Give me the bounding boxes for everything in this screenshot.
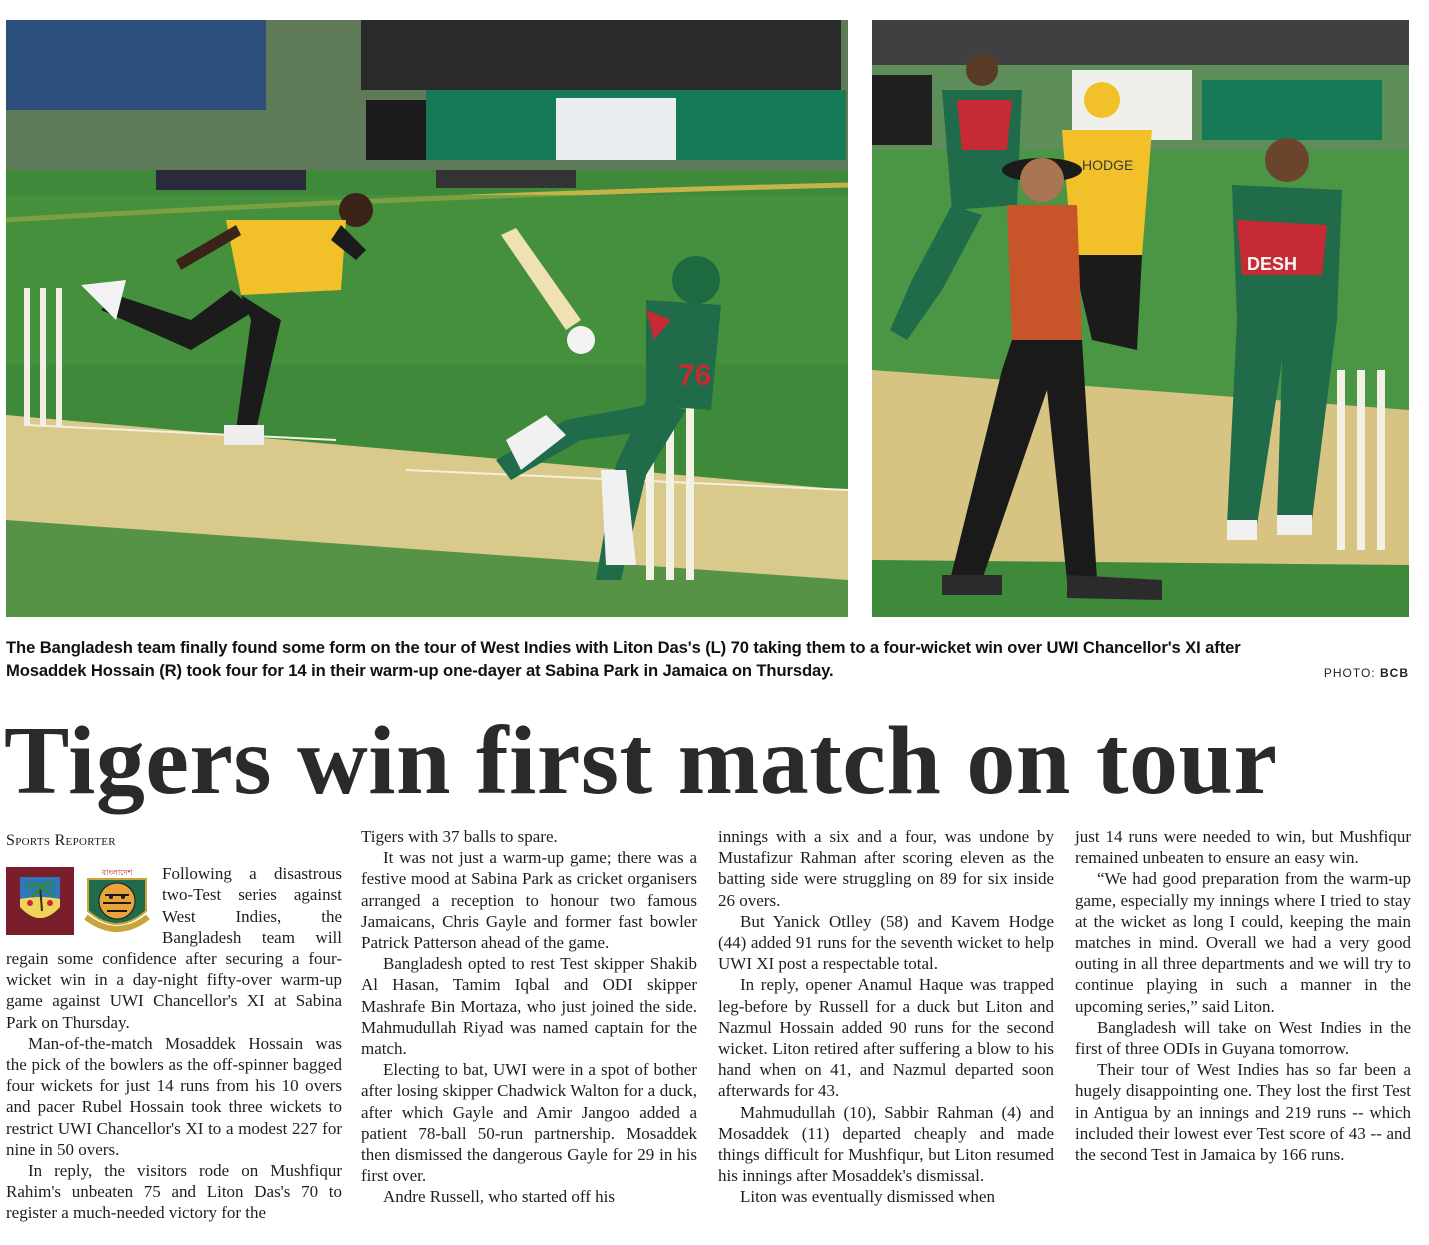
shirt-label-desh: DESH: [1247, 254, 1298, 274]
photo-credit-source: BCB: [1380, 666, 1409, 680]
article-paragraph: Bangladesh will take on West Indies in the first of three ODIs in Guyana tomorrow.: [1075, 1017, 1411, 1059]
svg-text:বাংলাদেশ: বাংলাদেশ: [101, 868, 133, 878]
article-column-1: [6, 826, 342, 1224]
photo-credit-label: PHOTO:: [1323, 666, 1376, 680]
article-paragraph: Liton was eventually dismissed when: [740, 1187, 995, 1207]
article-paragraph: It was not just a warm-up game; there was a festive mood at Sabina Park as cricket organisers arranged a reception to honour two famous Jamaicans, Chris Gayle and former fast bowler Patrick Patterson ahead of the game.: [361, 848, 697, 953]
article-paragraph: In reply, opener Anamul Haque was trapped leg-before by Russell for a duck but Liton and Nazmul Hossain added 90 runs for the second wicket. Liton retired after suffering a blow to his hand when on 41, and Nazmul departed soon afterwards for 43.: [718, 975, 1054, 1101]
article-column-3: [718, 826, 1054, 1208]
bcb-logo-icon: [80, 865, 154, 937]
photo-bowler-batsman: [6, 20, 848, 617]
headline: Tigers win first match on tour: [4, 707, 1278, 815]
article-column-2: [361, 826, 697, 1208]
team-logos: [6, 867, 156, 935]
article-paragraph: “We had good preparation from the warm-up game, especially my innings where I tried to stay at the wicket as long I could, keeping the main matches in mind. Overall we had a very good outing in all three departments and we will try to continue playing in such a manner in the upcoming series,” said Liton.: [1075, 869, 1411, 1016]
photo-credit: [1324, 666, 1409, 680]
cap-label-hodge: HODGE: [1082, 157, 1134, 173]
article-paragraph: Bangladesh opted to rest Test skipper Shakib Al Hasan, Tamim Iqbal and ODI skipper Mashrafe Bin Mortaza, who just joined the side. Mahmudullah Riyad was named captain for the match.: [361, 954, 697, 1059]
west-indies-logo-icon: [6, 867, 74, 935]
jersey-number-76: 76: [678, 359, 712, 392]
article-paragraph: Andre Russell, who started off his: [383, 1187, 615, 1207]
article-paragraph: But Yanick Otlley (58) and Kavem Hodge (44) added 91 runs for the seventh wicket to help UWI XI post a respectable total.: [718, 911, 1054, 974]
article-paragraph: Mahmudullah (10), Sabbir Rahman (4) and Mosaddek (11) departed cheaply and made things difficult for Mushfiqur, but Liton resumed his innings after Mosaddek's dismissal.: [718, 1102, 1054, 1186]
article-paragraph: just 14 runs were needed to win, but Mushfiqur remained unbeaten to ensure an easy win.: [1075, 827, 1411, 868]
article-paragraph: innings with a six and a four, was undone by Mustafizur Rahman after scoring eleven as the batting side were struggling on 89 for six inside 26 overs.: [718, 827, 1054, 910]
article-paragraph: Man-of-the-match Mosaddek Hossain was the pick of the bowlers as the off-spinner bagged four wickets for just 14 runs from his 10 overs and pacer Rubel Hossain took three wickets to restrict UWI Chancellor's XI to a modest 227 for nine in 50 overs.: [6, 1033, 342, 1159]
byline: Sports Reporter: [6, 832, 116, 849]
photo-caption: The Bangladesh team finally found some form on the tour of West Indies with Liton Das's (L) 70 taking them to a four-wicket win over UWI Chancellor's XI after Mosaddek Hossain (R) took four for 14 in their warm-up one-dayer at Sabina Park in Jamaica on Thursday.: [6, 638, 1241, 680]
photo-umpire-mosaddek: [872, 20, 1409, 617]
article-paragraph: In reply, the visitors rode on Mushfiqur Rahim's unbeaten 75 and Liton Das's 70 to register a much-needed victory for the: [6, 1161, 342, 1223]
article-paragraph: Their tour of West Indies has so far been a hugely disappointing one. They lost the first Test in Antigua by an innings and 219 runs -- which included their lowest ever Test score of 43 -- and the second Test in Jamaica by 166 runs.: [1075, 1060, 1411, 1165]
article-paragraph: Electing to bat, UWI were in a spot of bother after losing skipper Chadwick Walton for a duck, after which Gayle and Amir Jangoo added a patient 78-ball 50-run partnership. Mosaddek then dismissed the dangerous Gayle for 29 in his first over.: [361, 1060, 697, 1186]
article-paragraph: Following a disastrous two-Test series against West Indies, the Bangladesh team will regain some confidence after securing a four-wicket win in a day-night fifty-over warm-up game against UWI Chancellor's XI at Sabina Park on Thursday.: [6, 864, 342, 1032]
article-column-4: [1075, 826, 1411, 1165]
article-paragraph: Tigers with 37 balls to spare.: [361, 827, 558, 846]
